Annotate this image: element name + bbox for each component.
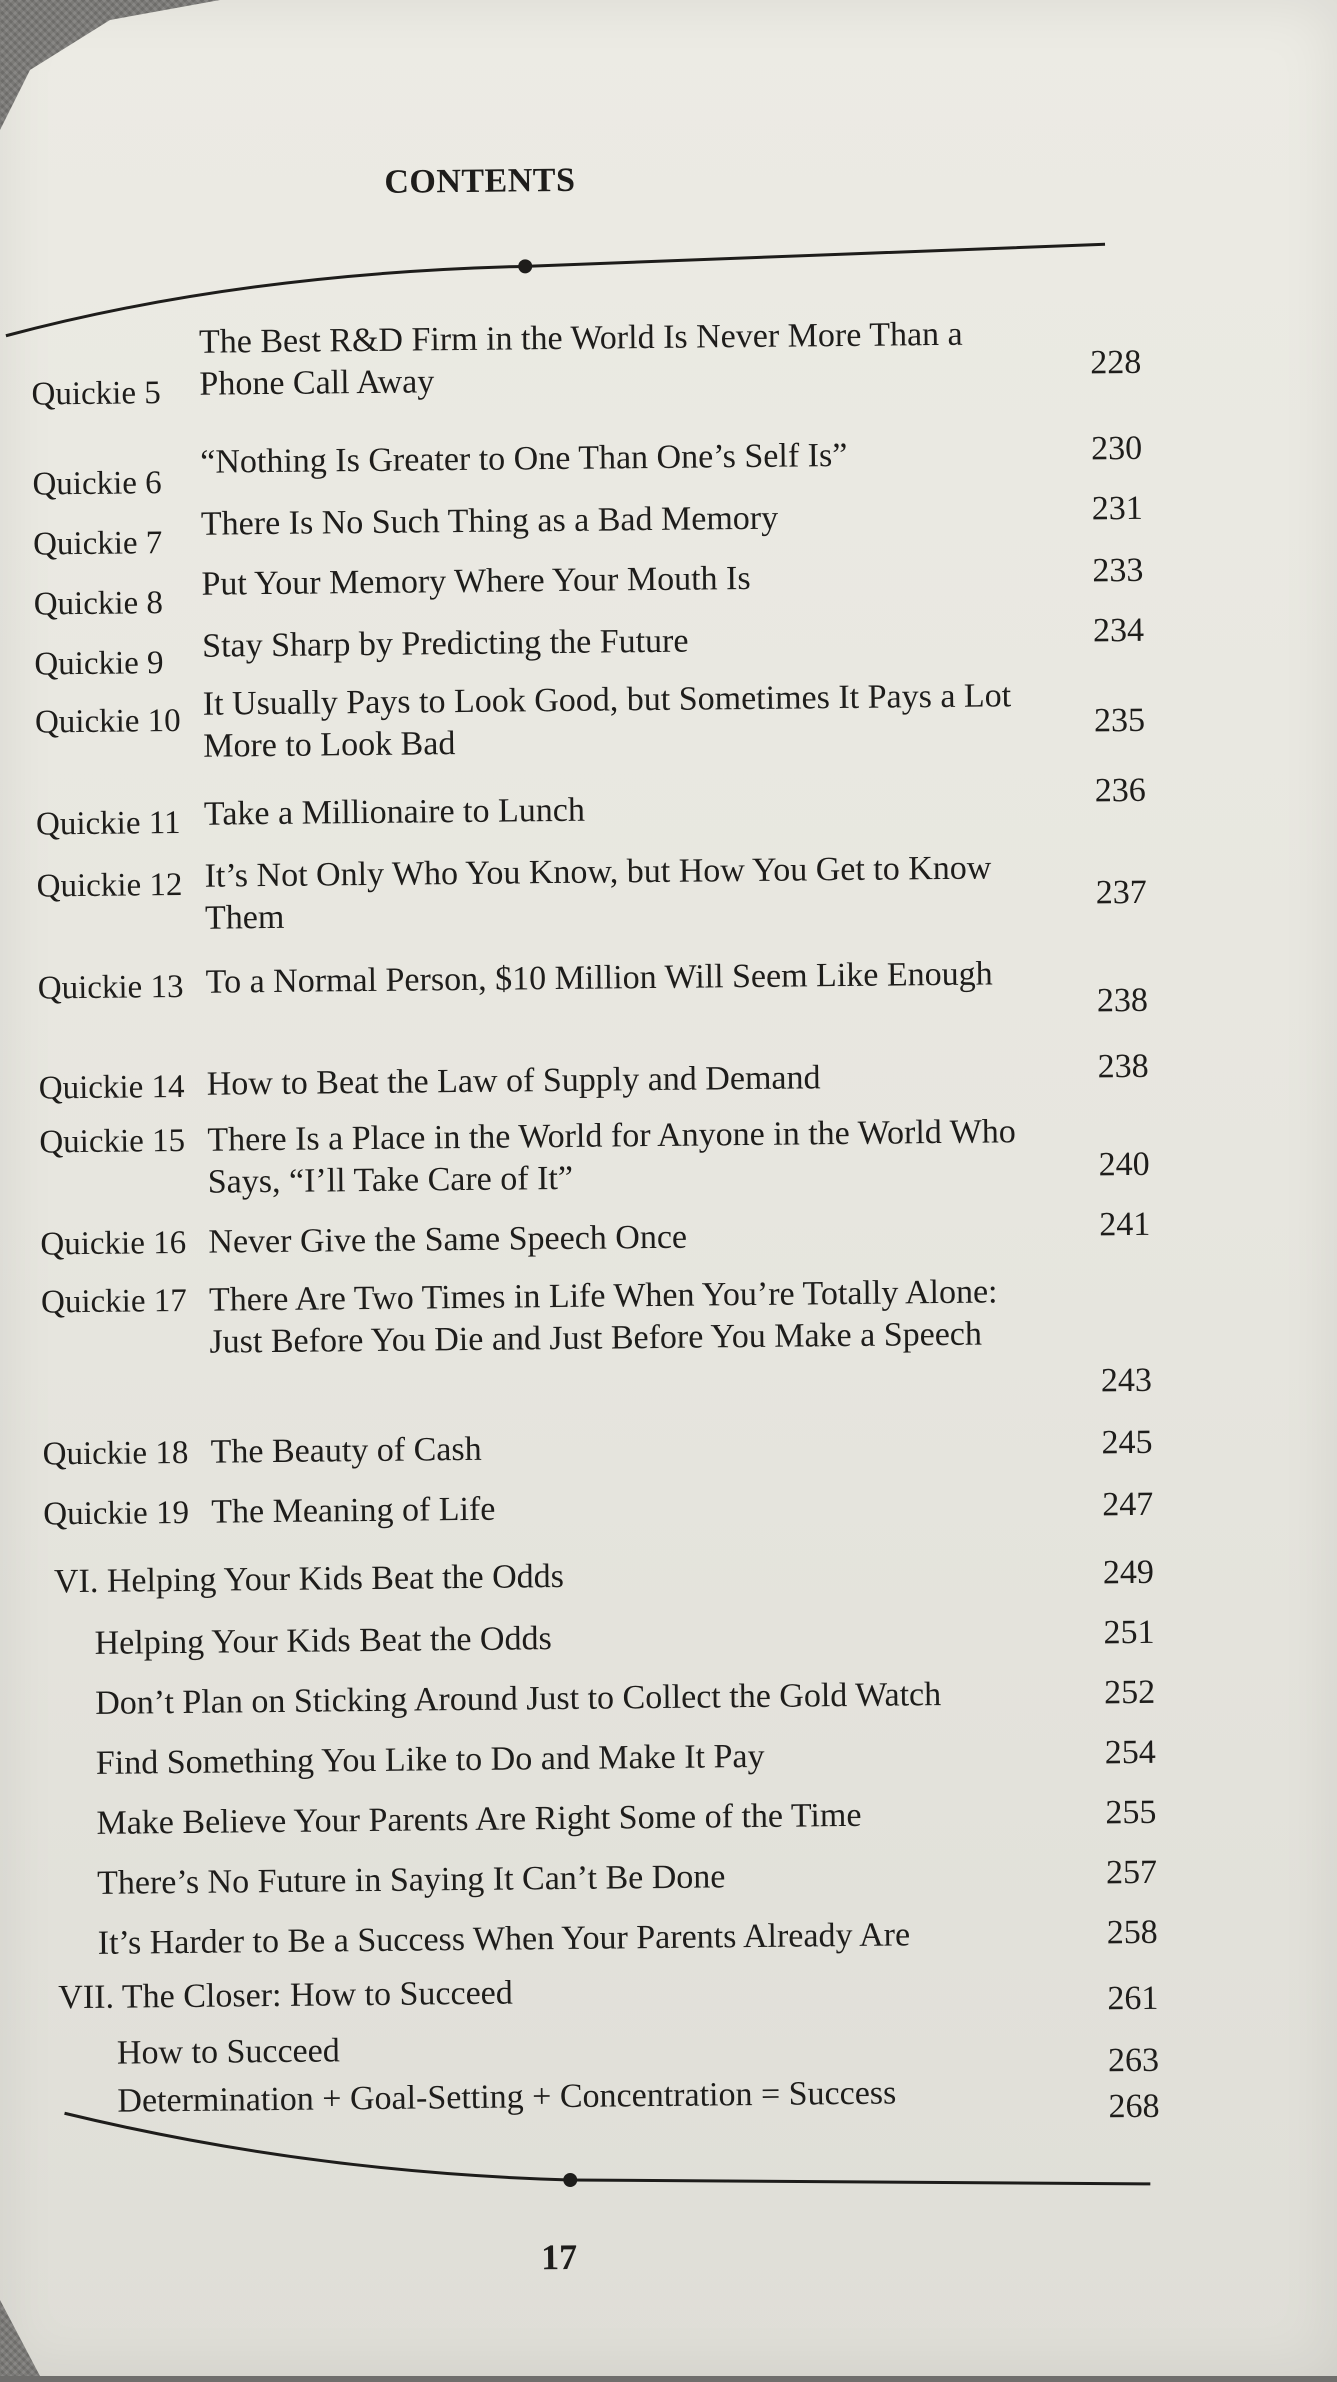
bottom-rule-dot — [563, 2173, 577, 2187]
entry-title: Stay Sharp by Predicting the Future — [201, 622, 689, 665]
toc-entry-quickie-7[interactable] — [32, 489, 1143, 563]
entry-page: 230 — [1090, 429, 1143, 468]
toc-section-vii[interactable] — [58, 1966, 1159, 2018]
subentry-page: 263 — [1107, 2041, 1160, 2080]
page-title: CONTENTS — [384, 161, 576, 201]
entry-title: Never Give the Same Speech Once — [208, 1218, 688, 1261]
toc-entry-quickie-18[interactable] — [42, 1422, 1153, 1473]
entry-page: 243 — [1100, 1361, 1153, 1400]
entry-label: Quickie 12 — [36, 866, 183, 905]
entry-page: 245 — [1101, 1423, 1153, 1462]
subentry-title: There’s No Future in Saying It Can’t Be Done — [96, 1858, 726, 1902]
entry-label: Quickie 15 — [39, 1122, 186, 1161]
toc-subentry[interactable] — [58, 1912, 1158, 1962]
section-title: VII. The Closer: How to Succeed — [58, 1974, 513, 2017]
entry-label: Quickie 16 — [40, 1224, 187, 1263]
entry-title: There Is a Place in the World for Anyone in the World Who Says, “I’ll Take Care of It” — [207, 1113, 1016, 1201]
subentry-page: 258 — [1106, 1913, 1158, 1952]
section-page: 249 — [1102, 1553, 1155, 1592]
toc-entry-quickie-12[interactable] — [36, 846, 1148, 937]
subentry-page: 257 — [1105, 1853, 1158, 1892]
entry-page: 236 — [1094, 771, 1146, 810]
entry-title: There Are Two Times in Life When You’re Totally Alone: Just Before You Die and Just Before You Make a Speech — [208, 1273, 998, 1361]
toc-entry-quickie-17[interactable] — [40, 1270, 1153, 1400]
subentry-title: It’s Harder to Be a Success When Your Parents Already Are — [97, 1916, 911, 1962]
entry-title: The Meaning of Life — [211, 1490, 496, 1531]
toc-entry-quickie-10[interactable] — [34, 674, 1146, 765]
subentry-title: Find Something You Like to Do and Make It Pay — [95, 1737, 765, 1782]
entry-page: 247 — [1102, 1485, 1154, 1524]
toc-subentry[interactable] — [54, 1612, 1155, 1662]
top-rule-dot — [518, 259, 532, 273]
entry-page: 241 — [1099, 1205, 1151, 1244]
subentry-page: 252 — [1103, 1673, 1156, 1712]
entry-title: How to Beat the Law of Supply and Demand — [206, 1059, 821, 1103]
entry-page: 238 — [1096, 981, 1149, 1020]
entry-page: 235 — [1093, 701, 1146, 740]
toc-subentry[interactable] — [57, 1852, 1158, 1902]
entry-label: Quickie 19 — [43, 1494, 190, 1533]
toc-entry-quickie-11[interactable] — [35, 771, 1146, 843]
section-title: VI. Helping Your Kids Beat the Odds — [53, 1557, 565, 1601]
toc-entry-quickie-8[interactable] — [33, 551, 1144, 623]
toc-section-vi[interactable] — [53, 1550, 1155, 1601]
toc-subentry[interactable] — [56, 1792, 1157, 1842]
entry-page: 228 — [1090, 343, 1142, 382]
entry-label: Quickie 14 — [38, 1068, 185, 1107]
entry-page: 233 — [1092, 551, 1144, 590]
entry-page: 238 — [1097, 1047, 1149, 1086]
entry-page: 240 — [1098, 1145, 1150, 1184]
toc-entry-quickie-16[interactable] — [40, 1205, 1151, 1263]
toc-entry-quickie-15[interactable] — [39, 1110, 1150, 1201]
subentry-title: Make Believe Your Parents Are Right Some of the Time — [96, 1796, 862, 1842]
entry-page: 234 — [1092, 611, 1145, 650]
entry-label: Quickie 10 — [34, 702, 181, 741]
toc-entry-quickie-13[interactable] — [37, 952, 1149, 1020]
subentry-title: Helping Your Kids Beat the Odds — [94, 1620, 552, 1662]
entry-label: Quickie 5 — [31, 375, 161, 413]
subentry-page: 255 — [1105, 1793, 1157, 1832]
section-page: 261 — [1107, 1979, 1159, 2018]
toc-subentry[interactable] — [55, 1672, 1156, 1722]
subentry-title: Don’t Plan on Sticking Around Just to Collect the Gold Watch — [95, 1676, 942, 1722]
entry-label: Quickie 9 — [34, 645, 164, 683]
entry-title: There Is No Such Thing as a Bad Memory — [200, 499, 779, 543]
toc-entry-quickie-5[interactable] — [31, 312, 1142, 413]
entry-label: Quickie 6 — [32, 465, 162, 503]
toc-entry-quickie-6[interactable] — [32, 429, 1143, 503]
subentry-page: 251 — [1103, 1613, 1155, 1652]
entry-label: Quickie 17 — [40, 1282, 187, 1321]
entry-label: Quickie 13 — [37, 968, 184, 1007]
entry-title: “Nothing Is Greater to One Than One’s Self Is” — [200, 436, 848, 481]
entry-label: Quickie 8 — [33, 585, 164, 623]
entry-page: 231 — [1091, 489, 1143, 528]
entry-label: Quickie 11 — [35, 804, 181, 843]
entry-title: It Usually Pays to Look Good, but Sometimes It Pays a Lot More to Look Bad — [202, 677, 1012, 765]
toc-entry-quickie-9[interactable] — [34, 611, 1145, 683]
toc-entry-quickie-19[interactable] — [43, 1482, 1154, 1533]
entry-label: Quickie 18 — [42, 1434, 189, 1473]
toc-subentry[interactable] — [56, 1732, 1157, 1782]
entry-title: To a Normal Person, $10 Million Will Seem Like Enough — [205, 955, 993, 1001]
subentry-page: 268 — [1108, 2087, 1160, 2126]
toc-subentry[interactable] — [59, 2022, 1160, 2080]
entry-title: It’s Not Only Who You Know, but How You Get to Know Them — [204, 849, 992, 937]
subentry-title: How to Succeed — [116, 2032, 340, 2072]
entry-title: The Best R&D Firm in the World Is Never More Than a Phone Call Away — [198, 315, 963, 403]
toc-entry-quickie-14[interactable] — [38, 1047, 1149, 1107]
subentry-page: 254 — [1104, 1733, 1157, 1772]
page-number: 17 — [540, 2236, 578, 2278]
subentry-title: Determination + Goal-Setting + Concentration = Success — [117, 2074, 897, 2120]
entry-title: The Beauty of Cash — [210, 1430, 482, 1471]
entry-page: 237 — [1095, 873, 1148, 912]
entry-title: Put Your Memory Where Your Mouth Is — [201, 559, 751, 603]
entry-label: Quickie 7 — [32, 525, 163, 563]
entry-title: Take a Millionaire to Lunch — [203, 791, 586, 833]
